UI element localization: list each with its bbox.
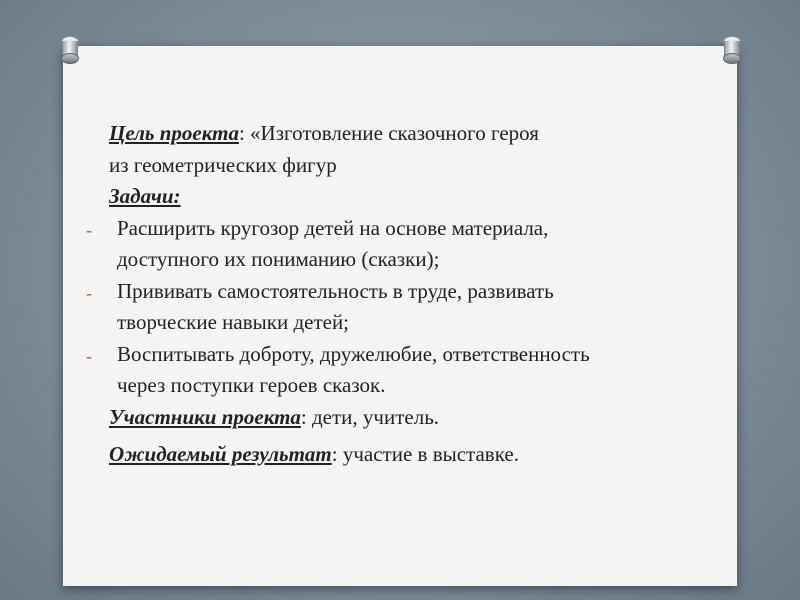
goal-text-2: из геометрических фигур xyxy=(109,153,337,177)
bullet-dash-icon: - xyxy=(86,283,92,303)
task-item-1-text: Расширить кругозор детей на основе материала, xyxy=(117,216,549,240)
task-item-1-line-1 xyxy=(117,213,548,245)
bullet-dash-icon: - xyxy=(86,346,92,366)
task-item-2-line-1 xyxy=(117,276,554,308)
task-item-2-text-cont: творческие навыки детей; xyxy=(117,310,350,334)
task-item-2-line-2 xyxy=(117,307,349,339)
task-item-3-line-1 xyxy=(117,339,590,371)
participants-line xyxy=(109,402,439,434)
tasks-label: Задачи: xyxy=(109,184,181,208)
tasks-heading xyxy=(109,181,181,213)
task-item-1-text-cont: доступного их пониманию (сказки); xyxy=(117,247,440,271)
result-line xyxy=(109,439,519,471)
task-item-2-text: Прививать самостоятельность в труде, развивать xyxy=(117,279,554,303)
task-item-3-text-cont: через поступки героев сказок. xyxy=(117,373,386,397)
task-item-3-line-2 xyxy=(117,370,385,402)
goal-label: Цель проекта xyxy=(109,121,239,145)
goal-text-1: : «Изготовление сказочного героя xyxy=(238,121,539,145)
goal-line-1 xyxy=(109,118,539,150)
participants-text: : дети, учитель. xyxy=(300,405,440,429)
result-label: Ожидаемый результат xyxy=(109,442,332,466)
bullet-dash-icon: - xyxy=(86,220,92,240)
participants-label: Участники проекта xyxy=(109,405,301,429)
task-item-3-text: Воспитывать доброту, дружелюбие, ответственность xyxy=(117,342,590,366)
result-text: : участие в выставке. xyxy=(331,442,519,466)
task-item-1-line-2 xyxy=(117,244,439,276)
goal-line-2 xyxy=(109,150,337,182)
